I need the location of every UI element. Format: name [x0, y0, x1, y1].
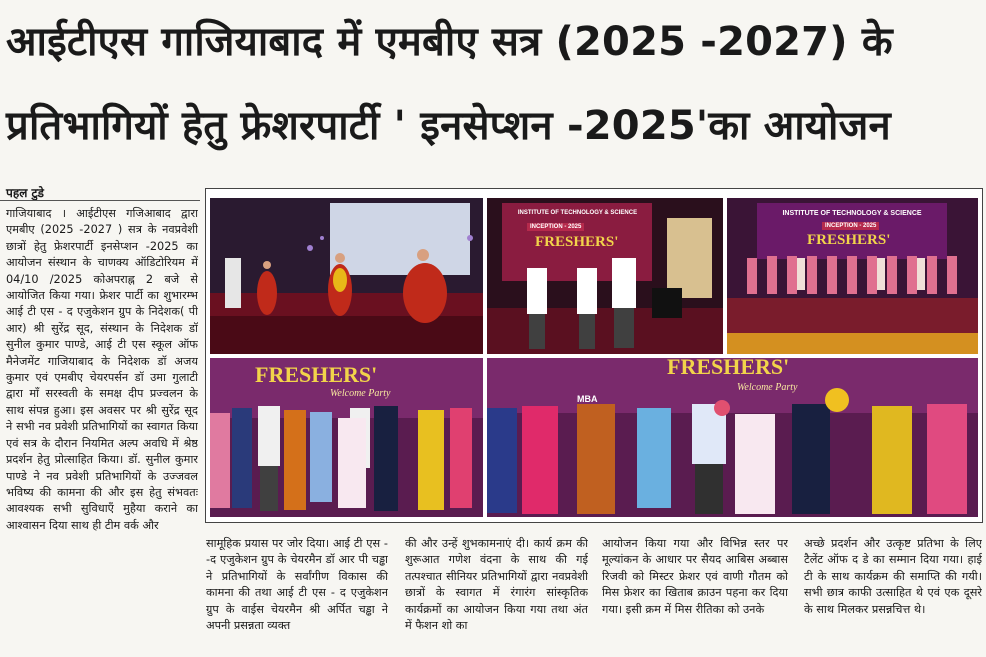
article-column-5: अच्छे प्रदर्शन और उत्कृष्ट प्रतिभा के लिए टैलेंट ऑफ द डे का सम्मान दिया गया। हाई टी के साथ कार्यक्रम की समाप्ति की गयी।सभी छात्र काफी उत्साहित थे एवं एक दूसरे के साथ मिलकर प्रसन्नचित्त थे।	[804, 537, 982, 616]
photo-group-stage	[727, 198, 978, 354]
article-column-1: गाजियाबाद । आईटीएस गजिआबाद द्वारा एमबीए (2025 -2027 ) सत्र के नवप्रवेशी छात्रों हेतु फ्रेशरपार्टी इनसेप्शन -2025 का आयोजन संस्थान के चाणक्य ऑडिटोरियम में 04/10 /2025 कोअपराह्न 2 बजे से आयोजित किया गया। फ्रेशर पार्टी का शुभारम्भ आई टी एस - द एजुकेशन ग्रुप के निदेशक( पी आर) श्री सुरेंद्र सूद, संस्थान के निदेशक डॉ सुनील कुमार पाण्डे, आई टी एस स्कूल ऑफ मैनेजमेंट गाजियाबाद के निदेशक डॉ अजय कुमार एवं एमबीए चेयरपर्सन डॉ उमा गुलाटी द्वारा माँ सरस्वती के समक्ष दीप प्रज्वलन के साथ संपन्न हुआ। इस अवसर पर श्री सुरेंद्र सूद ने सभी नव प्रवेशी प्रतिभागियों का स्वागत किया एवं सत्र के दौरान नियमित अल्प अवधि में श्रेष्ठ प्रदर्शन हेतु प्रोत्साहित किया। डॉ. सुनील कुमार पाण्डे ने नव प्रवेशी प्रतिभागियों के उज्जवल भविष्य की कामना की और इस हेतु संभवतः आवश्यक सभी सुविधाएँ मुहैया कराने का आश्वासन दिया साथ ही टीम वर्क और	[6, 207, 198, 532]
photo5-banner-small: Welcome Party	[737, 382, 798, 393]
article-column-2: सामूहिक प्रयास पर जोर दिया। आई टी एस --द एजुकेशन ग्रुप के चेयरमैन डॉ आर पी चड्ढा ने प्रतिभागियों के सर्वांगीण विकास की कामना की तथा आई टी एस - द एजुकेशन ग्रुप के वाईस चेयरमैन श्री अर्पित चड्ढा ने अपनी प्रसन्नता व्यक्त	[206, 537, 388, 633]
article-column-3: की और उन्हें शुभकामनाएं दी। कार्य क्रम की शुरूआत गणेश वंदना के साथ की गई तत्पश्चात सीनियर प्रतिभागियों द्वारा नवप्रवेशी छात्रों के स्वागत में रंगारंग सांस्कृतिक कार्यक्रमों का आयोजन किया गया तथा अंत में फैशन शो का	[405, 537, 588, 633]
headline-line-2: प्रतिभागियों हेतु फ्रेशरपार्टी ' इनसेप्शन -2025'का आयोजन	[6, 103, 891, 149]
photo-collage	[205, 188, 983, 523]
source-divider	[0, 200, 200, 201]
photo4-banner-small: Welcome Party	[330, 388, 391, 399]
photo3-banner-top: INSTITUTE OF TECHNOLOGY & SCIENCE	[782, 210, 922, 217]
photo2-banner-big: FRESHERS'	[535, 234, 619, 250]
photo4-banner-big: FRESHERS'	[255, 362, 378, 387]
photo2-banner-top: INSTITUTE OF TECHNOLOGY & SCIENCE	[517, 210, 638, 216]
photo-winners-group	[210, 358, 483, 517]
photo-dance-performance	[210, 198, 483, 354]
source-label: पहल टुडे	[6, 186, 44, 200]
photo-lamp-lighting	[487, 198, 723, 354]
photo-faculty-winners	[487, 358, 978, 517]
photo5-banner-big: FRESHERS'	[667, 358, 790, 379]
photo3-banner-big: FRESHERS'	[807, 232, 891, 248]
photo3-banner-mid: INCEPTION - 2025	[822, 222, 879, 230]
headline-line-1: आईटीएस गाजियाबाद में एमबीए सत्र (2025 -2027) के	[6, 19, 893, 65]
photo5-banner-mba: MBA	[577, 394, 598, 404]
photo2-banner-mid: INCEPTION - 2025	[527, 223, 584, 231]
article-column-4: आयोजन किया गया और विभिन्न स्तर पर मूल्यांकन के आधार पर सैयद आबिस अब्बास रिजवी को मिस्टर फ्रेशर एवं वाणी गौतम को मिस फ्रेशर का खिताब क्राउन पहना कर दिया गया। इसी क्रम में मिस रीतिका को उनके	[602, 537, 788, 616]
